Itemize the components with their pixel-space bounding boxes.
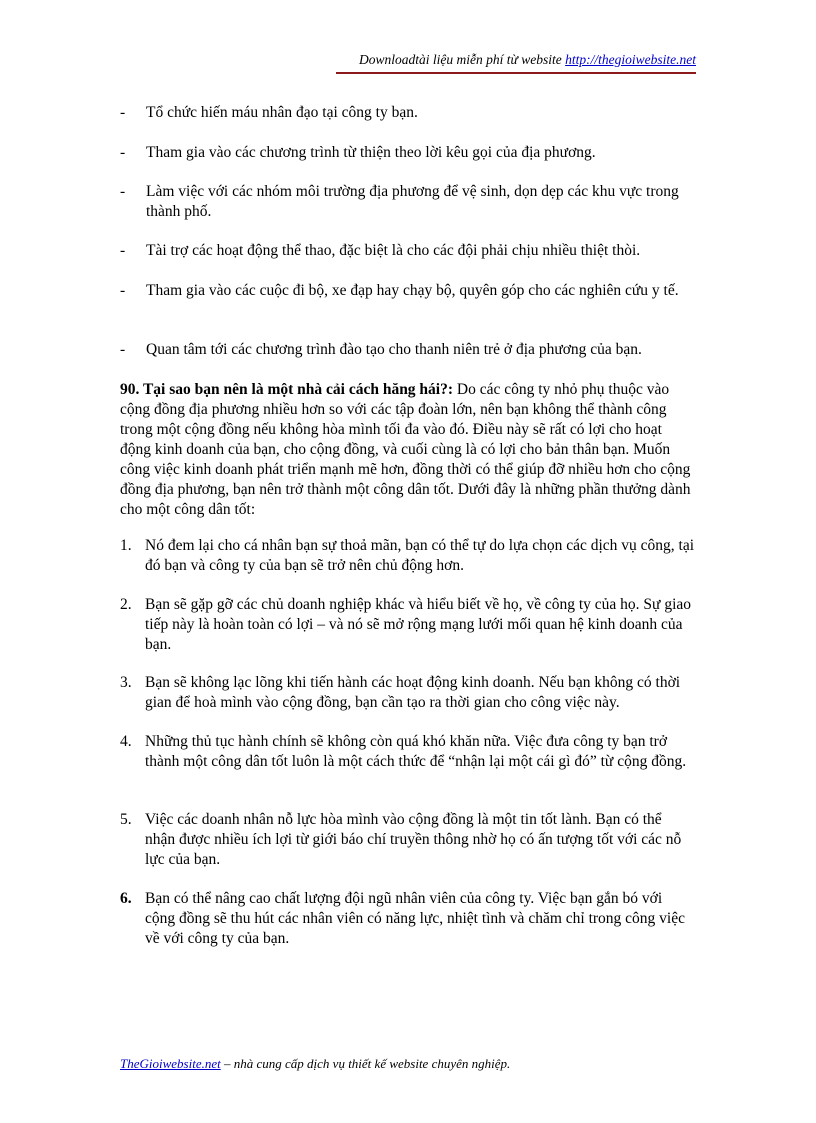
bullet-item <box>120 340 690 360</box>
footer-text: – nhà cung cấp dịch vụ thiết kế website chuyên nghiệp. <box>220 1056 511 1071</box>
bullet-text: Làm việc với các nhóm môi trường địa phương để vệ sinh, dọn dẹp các khu vực trong thành phố. <box>146 183 679 220</box>
bullet-dash: - <box>120 144 126 161</box>
bullet-dash: - <box>120 242 126 259</box>
item-text: Bạn có thể nâng cao chất lượng đội ngũ nhân viên của công ty. Việc bạn gắn bó với cộng đồng sẽ thu hút các nhân viên có năng lực, nhiệt tình và chăm chỉ trong công việc về với công ty của bạn. <box>145 890 685 947</box>
bullet-dash: - <box>120 183 126 200</box>
section-heading: 90. Tại sao bạn nên là một nhà cải cách hăng hái?: <box>120 381 454 398</box>
item-number: 1. <box>120 537 132 554</box>
item-text: Những thủ tục hành chính sẽ không còn quá khó khăn nữa. Việc đưa công ty bạn trở thành một công dân tốt luôn là một cách thức để “nhận lại một cái gì đó” từ cộng đồng. <box>145 733 687 770</box>
bullet-dash: - <box>120 341 126 358</box>
bullet-text: Tham gia vào các cuộc đi bộ, xe đạp hay chạy bộ, quyên góp cho các nghiên cứu y tế. <box>146 282 679 299</box>
numbered-item <box>120 673 695 713</box>
bullet-item <box>120 143 690 163</box>
item-text: Việc các doanh nhân nỗ lực hòa mình vào cộng đồng là một tin tốt lành. Bạn có thể nhận được nhiều ích lợi từ giới báo chí truyền thông nhờ họ có ấn tượng tốt với các nỗ lực của bạn. <box>145 811 682 868</box>
numbered-item <box>120 536 695 576</box>
numbered-item <box>120 595 695 655</box>
bullet-text: Quan tâm tới các chương trình đào tạo cho thanh niên trẻ ở địa phương của bạn. <box>146 341 642 358</box>
section-body: Do các công ty nhỏ phụ thuộc vào cộng đồng địa phương nhiều hơn so với các tập đoàn lớn, nên bạn không thể thành công trong một cộng đồng nếu không hòa mình tối đa vào đó. Điều này sẽ rất có lợi cho hoạt động kinh doanh của bạn, cho cộng đồng, và cuối cùng là có lợi cho bản thân bạn. Muốn công việc kinh doanh phát triển mạnh mẽ hơn, đồng thời có thể giúp đỡ nhiều hơn cho cộng đồng địa phương, bạn nên trở thành một công dân tốt. Dưới đây là những phần thưởng dành cho một công dân tốt: <box>120 381 691 518</box>
numbered-item <box>120 732 695 772</box>
bullet-item <box>120 103 690 123</box>
bullet-text: Tài trợ các hoạt động thể thao, đặc biệt là cho các đội phải chịu nhiều thiệt thòi. <box>146 242 641 259</box>
bullet-text: Tổ chức hiến máu nhân đạo tại công ty bạn. <box>146 104 418 121</box>
header-text: Downloadtài liệu miễn phí từ website <box>359 52 566 67</box>
item-text: Nó đem lại cho cá nhân bạn sự thoả mãn, bạn có thể tự do lựa chọn các dịch vụ công, tại đó bạn và công ty của bạn sẽ trở nên chủ động hơn. <box>145 537 695 574</box>
numbered-item <box>120 889 695 949</box>
header-divider <box>336 72 696 74</box>
bullet-dash: - <box>120 104 126 121</box>
item-text: Bạn sẽ gặp gỡ các chủ doanh nghiệp khác và hiểu biết về họ, về công ty của họ. Sự giao tiếp này là hoàn toàn có lợi – và nó sẽ mở rộng mạng lưới mối quan hệ kinh doanh của bạn. <box>145 596 692 653</box>
footer-link[interactable]: TheGioiwebsite.net <box>120 1056 221 1071</box>
item-number: 5. <box>120 811 132 828</box>
page-header <box>336 50 696 70</box>
page-footer <box>120 1055 510 1073</box>
header-link[interactable]: http://thegioiwebsite.net <box>565 52 696 67</box>
item-number: 6. <box>120 890 132 907</box>
item-number: 4. <box>120 733 132 750</box>
item-number: 2. <box>120 596 132 613</box>
bullet-dash: - <box>120 282 126 299</box>
bullet-item <box>120 182 690 222</box>
item-text: Bạn sẽ không lạc lõng khi tiến hành các hoạt động kinh doanh. Nếu bạn không có thời gian để hoà mình vào cộng đồng, bạn cần tạo ra thời gian cho công việc này. <box>145 674 681 711</box>
numbered-item <box>120 810 695 870</box>
bullet-text: Tham gia vào các chương trình từ thiện theo lời kêu gọi của địa phương. <box>146 144 596 161</box>
item-number: 3. <box>120 674 132 691</box>
bullet-item <box>120 281 690 301</box>
bullet-item <box>120 241 690 261</box>
section-paragraph <box>120 380 692 520</box>
